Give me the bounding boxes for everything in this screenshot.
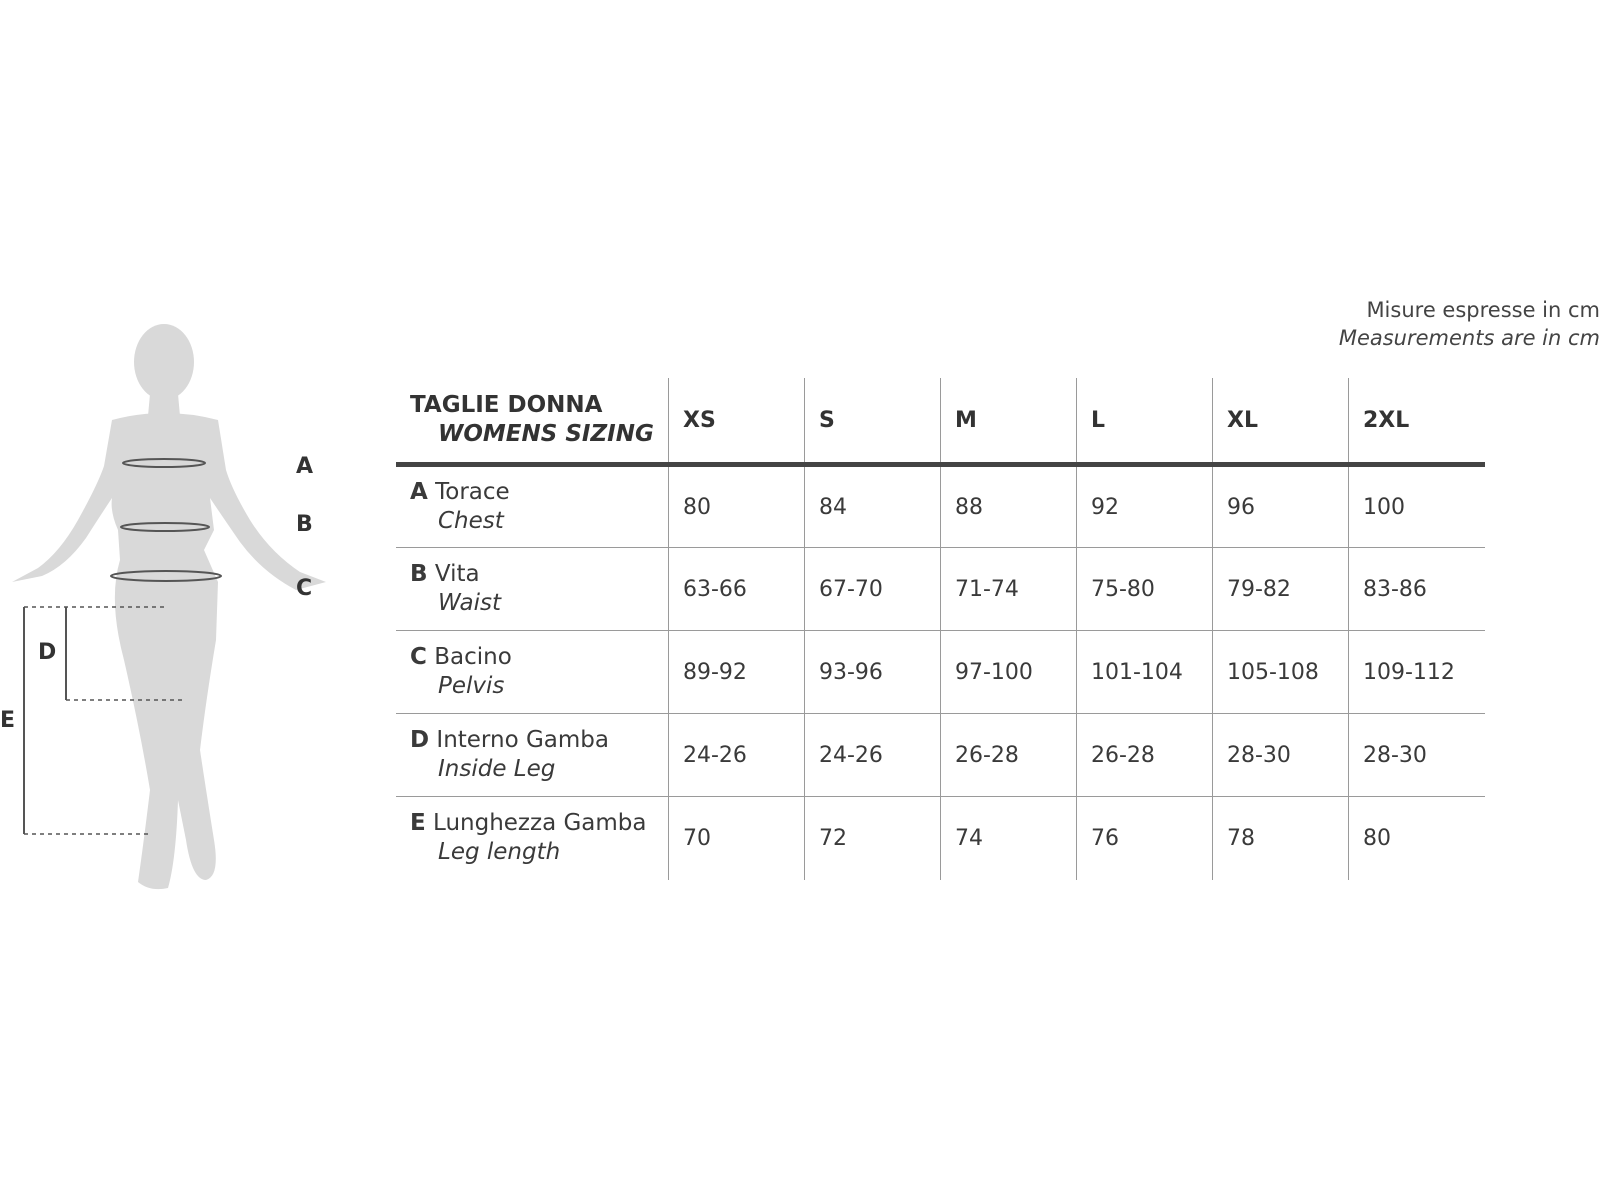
table-cell: 84 (805, 465, 941, 548)
table-cell: 26-28 (1077, 714, 1213, 797)
table-title-en: WOMENS SIZING (438, 421, 654, 447)
table-cell: 109-112 (1349, 631, 1485, 714)
row-label (396, 631, 669, 714)
size-header: M (941, 378, 1077, 465)
row-label (396, 797, 669, 880)
table-cell: 63-66 (669, 548, 805, 631)
row-code: B (410, 561, 428, 587)
table-cell: 97-100 (941, 631, 1077, 714)
table-cell: 79-82 (1213, 548, 1349, 631)
size-header: XS (669, 378, 805, 465)
table-row (396, 714, 1485, 797)
body-figure (0, 320, 340, 910)
size-table-header (396, 378, 1485, 465)
row-code: C (410, 644, 427, 670)
size-header: XL (1213, 378, 1349, 465)
units-note (1339, 296, 1600, 352)
table-row (396, 465, 1485, 548)
row-name-it: Bacino (434, 644, 512, 670)
table-cell: 100 (1349, 465, 1485, 548)
table-cell: 76 (1077, 797, 1213, 880)
row-name-en: Leg length (438, 839, 561, 866)
table-cell: 67-70 (805, 548, 941, 631)
table-cell: 101-104 (1077, 631, 1213, 714)
row-code: A (410, 479, 428, 505)
table-cell: 26-28 (941, 714, 1077, 797)
size-header: 2XL (1349, 378, 1485, 465)
label-e: E (0, 708, 16, 733)
table-cell: 75-80 (1077, 548, 1213, 631)
row-code: D (410, 727, 430, 753)
table-row (396, 797, 1485, 880)
row-name-en: Inside Leg (438, 756, 556, 782)
label-c: C (296, 576, 313, 601)
table-title (396, 378, 669, 465)
size-header: L (1077, 378, 1213, 465)
table-row (396, 631, 1485, 714)
table-cell: 83-86 (1349, 548, 1485, 631)
row-name-it: Interno Gamba (436, 727, 609, 753)
row-name-en: Pelvis (438, 673, 505, 699)
row-code: E (410, 810, 426, 837)
row-name-en: Chest (438, 508, 504, 534)
label-d: D (38, 640, 57, 665)
table-title-it: TAGLIE DONNA (410, 392, 603, 418)
row-name-en: Waist (438, 590, 501, 616)
row-name-it: Lunghezza Gamba (433, 810, 647, 837)
row-label (396, 714, 669, 797)
body-silhouette-illustration (0, 320, 340, 910)
table-cell: 74 (941, 797, 1077, 880)
table-cell: 24-26 (805, 714, 941, 797)
table-cell: 96 (1213, 465, 1349, 548)
table-cell: 105-108 (1213, 631, 1349, 714)
row-name-it: Vita (434, 561, 480, 587)
table-cell: 80 (1349, 797, 1485, 880)
table-cell: 80 (669, 465, 805, 548)
table-cell: 28-30 (1213, 714, 1349, 797)
label-a: A (296, 454, 314, 479)
size-table (396, 378, 1485, 880)
label-b: B (296, 512, 313, 537)
units-note-en: Measurements are in cm (1338, 326, 1600, 350)
row-label (396, 548, 669, 631)
row-label (396, 465, 669, 548)
table-cell: 88 (941, 465, 1077, 548)
units-note-it: Misure espresse in cm (1366, 298, 1600, 322)
table-cell: 70 (669, 797, 805, 880)
table-cell: 89-92 (669, 631, 805, 714)
row-name-it: Torace (435, 479, 510, 505)
size-header: S (805, 378, 941, 465)
table-cell: 78 (1213, 797, 1349, 880)
table-cell: 28-30 (1349, 714, 1485, 797)
table-cell: 92 (1077, 465, 1213, 548)
table-cell: 71-74 (941, 548, 1077, 631)
table-cell: 93-96 (805, 631, 941, 714)
table-row (396, 548, 1485, 631)
table-cell: 72 (805, 797, 941, 880)
table-cell: 24-26 (669, 714, 805, 797)
